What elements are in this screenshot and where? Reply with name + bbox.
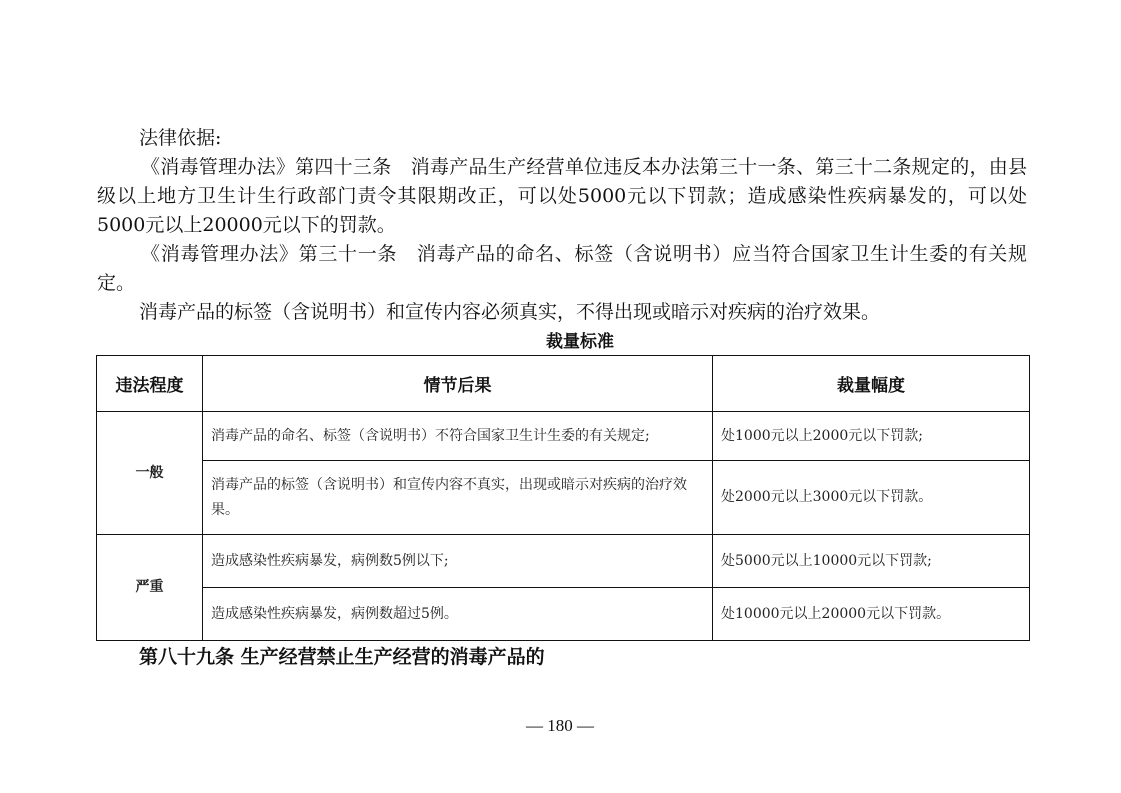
- table-row: [97, 461, 1030, 535]
- header-violation-level: 违法程度: [97, 356, 203, 412]
- legal-basis-article-43: 《消毒管理办法》第四十三条 消毒产品生产经营单位违反本办法第三十一条、第三十二条规定的，由县级以上地方卫生计生行政部门责令其限期改正，可以处5000元以下罚款；造成感染性疾病暴发的，可以处5000元以上20000元以下的罚款。: [97, 156, 1027, 236]
- table-title: 裁量标准: [546, 332, 614, 352]
- penalty-cell: 处2000元以上3000元以下罚款。: [713, 461, 1030, 535]
- page-number: — 180 —: [526, 716, 594, 735]
- table-row: [97, 535, 1030, 588]
- table-header-row: [97, 356, 1030, 412]
- header-penalty-range: 裁量幅度: [713, 356, 1030, 412]
- level-cell-serious: 严重: [97, 535, 203, 641]
- article-heading: 第八十九条 生产经营禁止生产经营的消毒产品的: [139, 646, 545, 668]
- header-circumstances: 情节后果: [203, 356, 713, 412]
- level-cell-general: 一般: [97, 412, 203, 535]
- penalty-cell: 处5000元以上10000元以下罚款;: [713, 535, 1030, 588]
- penalty-cell: 处10000元以上20000元以下罚款。: [713, 588, 1030, 641]
- table-row: [97, 412, 1030, 461]
- circumstances-cell: 消毒产品的命名、标签（含说明书）不符合国家卫生计生委的有关规定;: [203, 412, 713, 461]
- circumstances-cell: 消毒产品的标签（含说明书）和宣传内容不真实，出现或暗示对疾病的治疗效果。: [203, 461, 713, 535]
- legal-basis-label: 法律依据:: [139, 127, 222, 149]
- legal-basis-label-content: 消毒产品的标签（含说明书）和宣传内容必须真实，不得出现或暗示对疾病的治疗效果。: [139, 301, 881, 323]
- table-row: [97, 588, 1030, 641]
- penalty-cell: 处1000元以上2000元以下罚款;: [713, 412, 1030, 461]
- circumstances-cell: 造成感染性疾病暴发，病例数5例以下;: [203, 535, 713, 588]
- circumstances-cell: 造成感染性疾病暴发，病例数超过5例。: [203, 588, 713, 641]
- discretion-standard-table: [96, 355, 1030, 641]
- legal-basis-article-31: 《消毒管理办法》第三十一条 消毒产品的命名、标签（含说明书）应当符合国家卫生计生委的有关规定。: [97, 243, 1027, 294]
